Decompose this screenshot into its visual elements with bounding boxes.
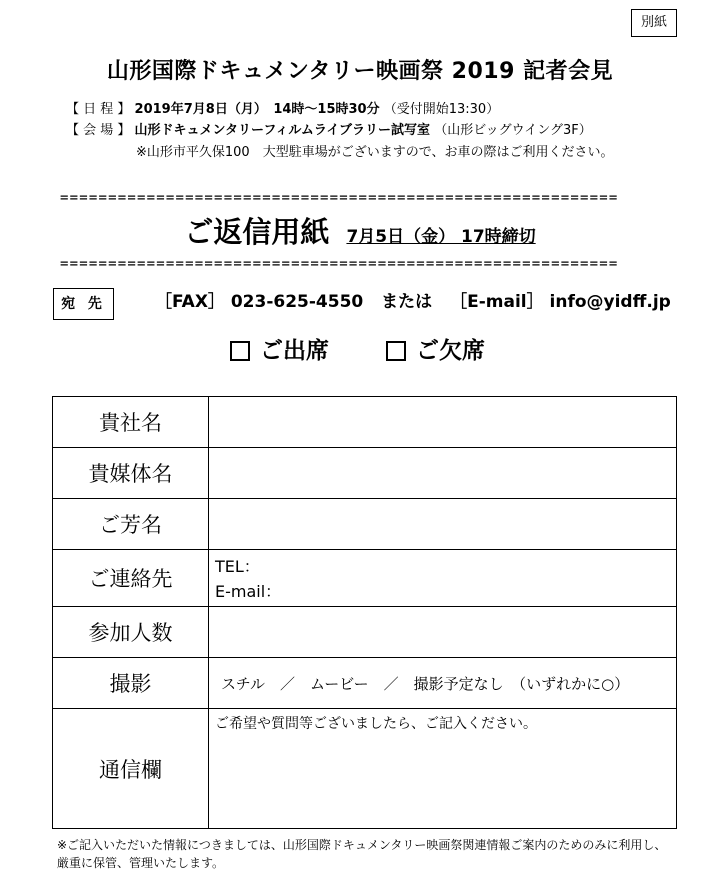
- participants-label: 参加人数: [53, 607, 209, 658]
- separator-bottom: ==========================================================: [60, 256, 619, 272]
- separator-top: ==========================================================: [60, 190, 619, 206]
- media-field[interactable]: [209, 448, 677, 499]
- venue-line: [66, 121, 592, 141]
- privacy-footnote: ※ご記入いただいた情報につきましては、山形国際ドキュメンタリー映画祭関連情報ご案内のためのみに利用し、厳重に保管、管理いたします。: [57, 838, 667, 870]
- attend-label: ご出席: [260, 338, 329, 364]
- form-row-name: [53, 499, 677, 550]
- participants-field[interactable]: [209, 607, 677, 658]
- absent-label: ご欠席: [416, 338, 485, 364]
- absent-option[interactable]: [386, 337, 485, 365]
- tel-label: TEL：: [215, 557, 260, 576]
- message-field[interactable]: [209, 709, 677, 829]
- company-field[interactable]: [209, 397, 677, 448]
- contact-label: ご連絡先: [53, 550, 209, 607]
- form-row-media: [53, 448, 677, 499]
- name-field[interactable]: [209, 499, 677, 550]
- form-row-message: [53, 709, 677, 829]
- venue-note: （山形ビッグウイング3F）: [434, 123, 592, 138]
- reply-heading-row: [0, 210, 720, 251]
- photo-label: 撮影: [53, 658, 209, 709]
- destination-label: 宛 先: [53, 288, 114, 320]
- venue-address-note: ※山形市平久保100 大型駐車場がございますので、お車の際はご利用ください。: [136, 145, 614, 160]
- form-row-photo: [53, 658, 677, 709]
- venue-value: 山形ドキュメンタリーフィルムライブラリー試写室: [134, 123, 431, 138]
- destination-contact: [155, 290, 683, 314]
- media-label: 貴媒体名: [53, 448, 209, 499]
- venue-label: 【 会 場 】: [66, 123, 131, 138]
- name-label: ご芳名: [53, 499, 209, 550]
- form-row-company: [53, 397, 677, 448]
- attachment-label: 別紙: [631, 9, 677, 37]
- fax-number: ［FAX］ 023-625-4550: [155, 292, 364, 312]
- or-text: または: [381, 292, 433, 312]
- reply-form-table: [52, 396, 677, 829]
- contact-field[interactable]: [209, 550, 677, 607]
- schedule-label: 【 日 程 】: [66, 102, 131, 117]
- form-row-contact: [53, 550, 677, 607]
- page-title: 山形国際ドキュメンタリー映画祭 2019 記者会見: [106, 59, 614, 84]
- schedule-line: [66, 100, 499, 120]
- absent-checkbox[interactable]: [386, 341, 406, 361]
- photo-options[interactable]: スチル ／ ムービー ／ 撮影予定なし （いずれかに○）: [209, 658, 677, 709]
- message-hint: ご希望や質問等ございましたら、ご記入ください。: [215, 716, 537, 732]
- attend-option[interactable]: [230, 337, 329, 365]
- reply-heading: ご返信用紙: [184, 215, 330, 249]
- schedule-value: 2019年7月8日（月） 14時〜15時30分: [134, 102, 380, 117]
- reply-deadline: 7月5日（金） 17時締切: [346, 227, 536, 247]
- company-label: 貴社名: [53, 397, 209, 448]
- email-label: E-mail：: [215, 582, 282, 601]
- schedule-note: （受付開始13:30）: [383, 102, 500, 117]
- message-label: 通信欄: [53, 709, 209, 829]
- email-address: ［E-mail］ info@yidff.jp: [450, 292, 671, 312]
- form-row-participants: [53, 607, 677, 658]
- attend-checkbox[interactable]: [230, 341, 250, 361]
